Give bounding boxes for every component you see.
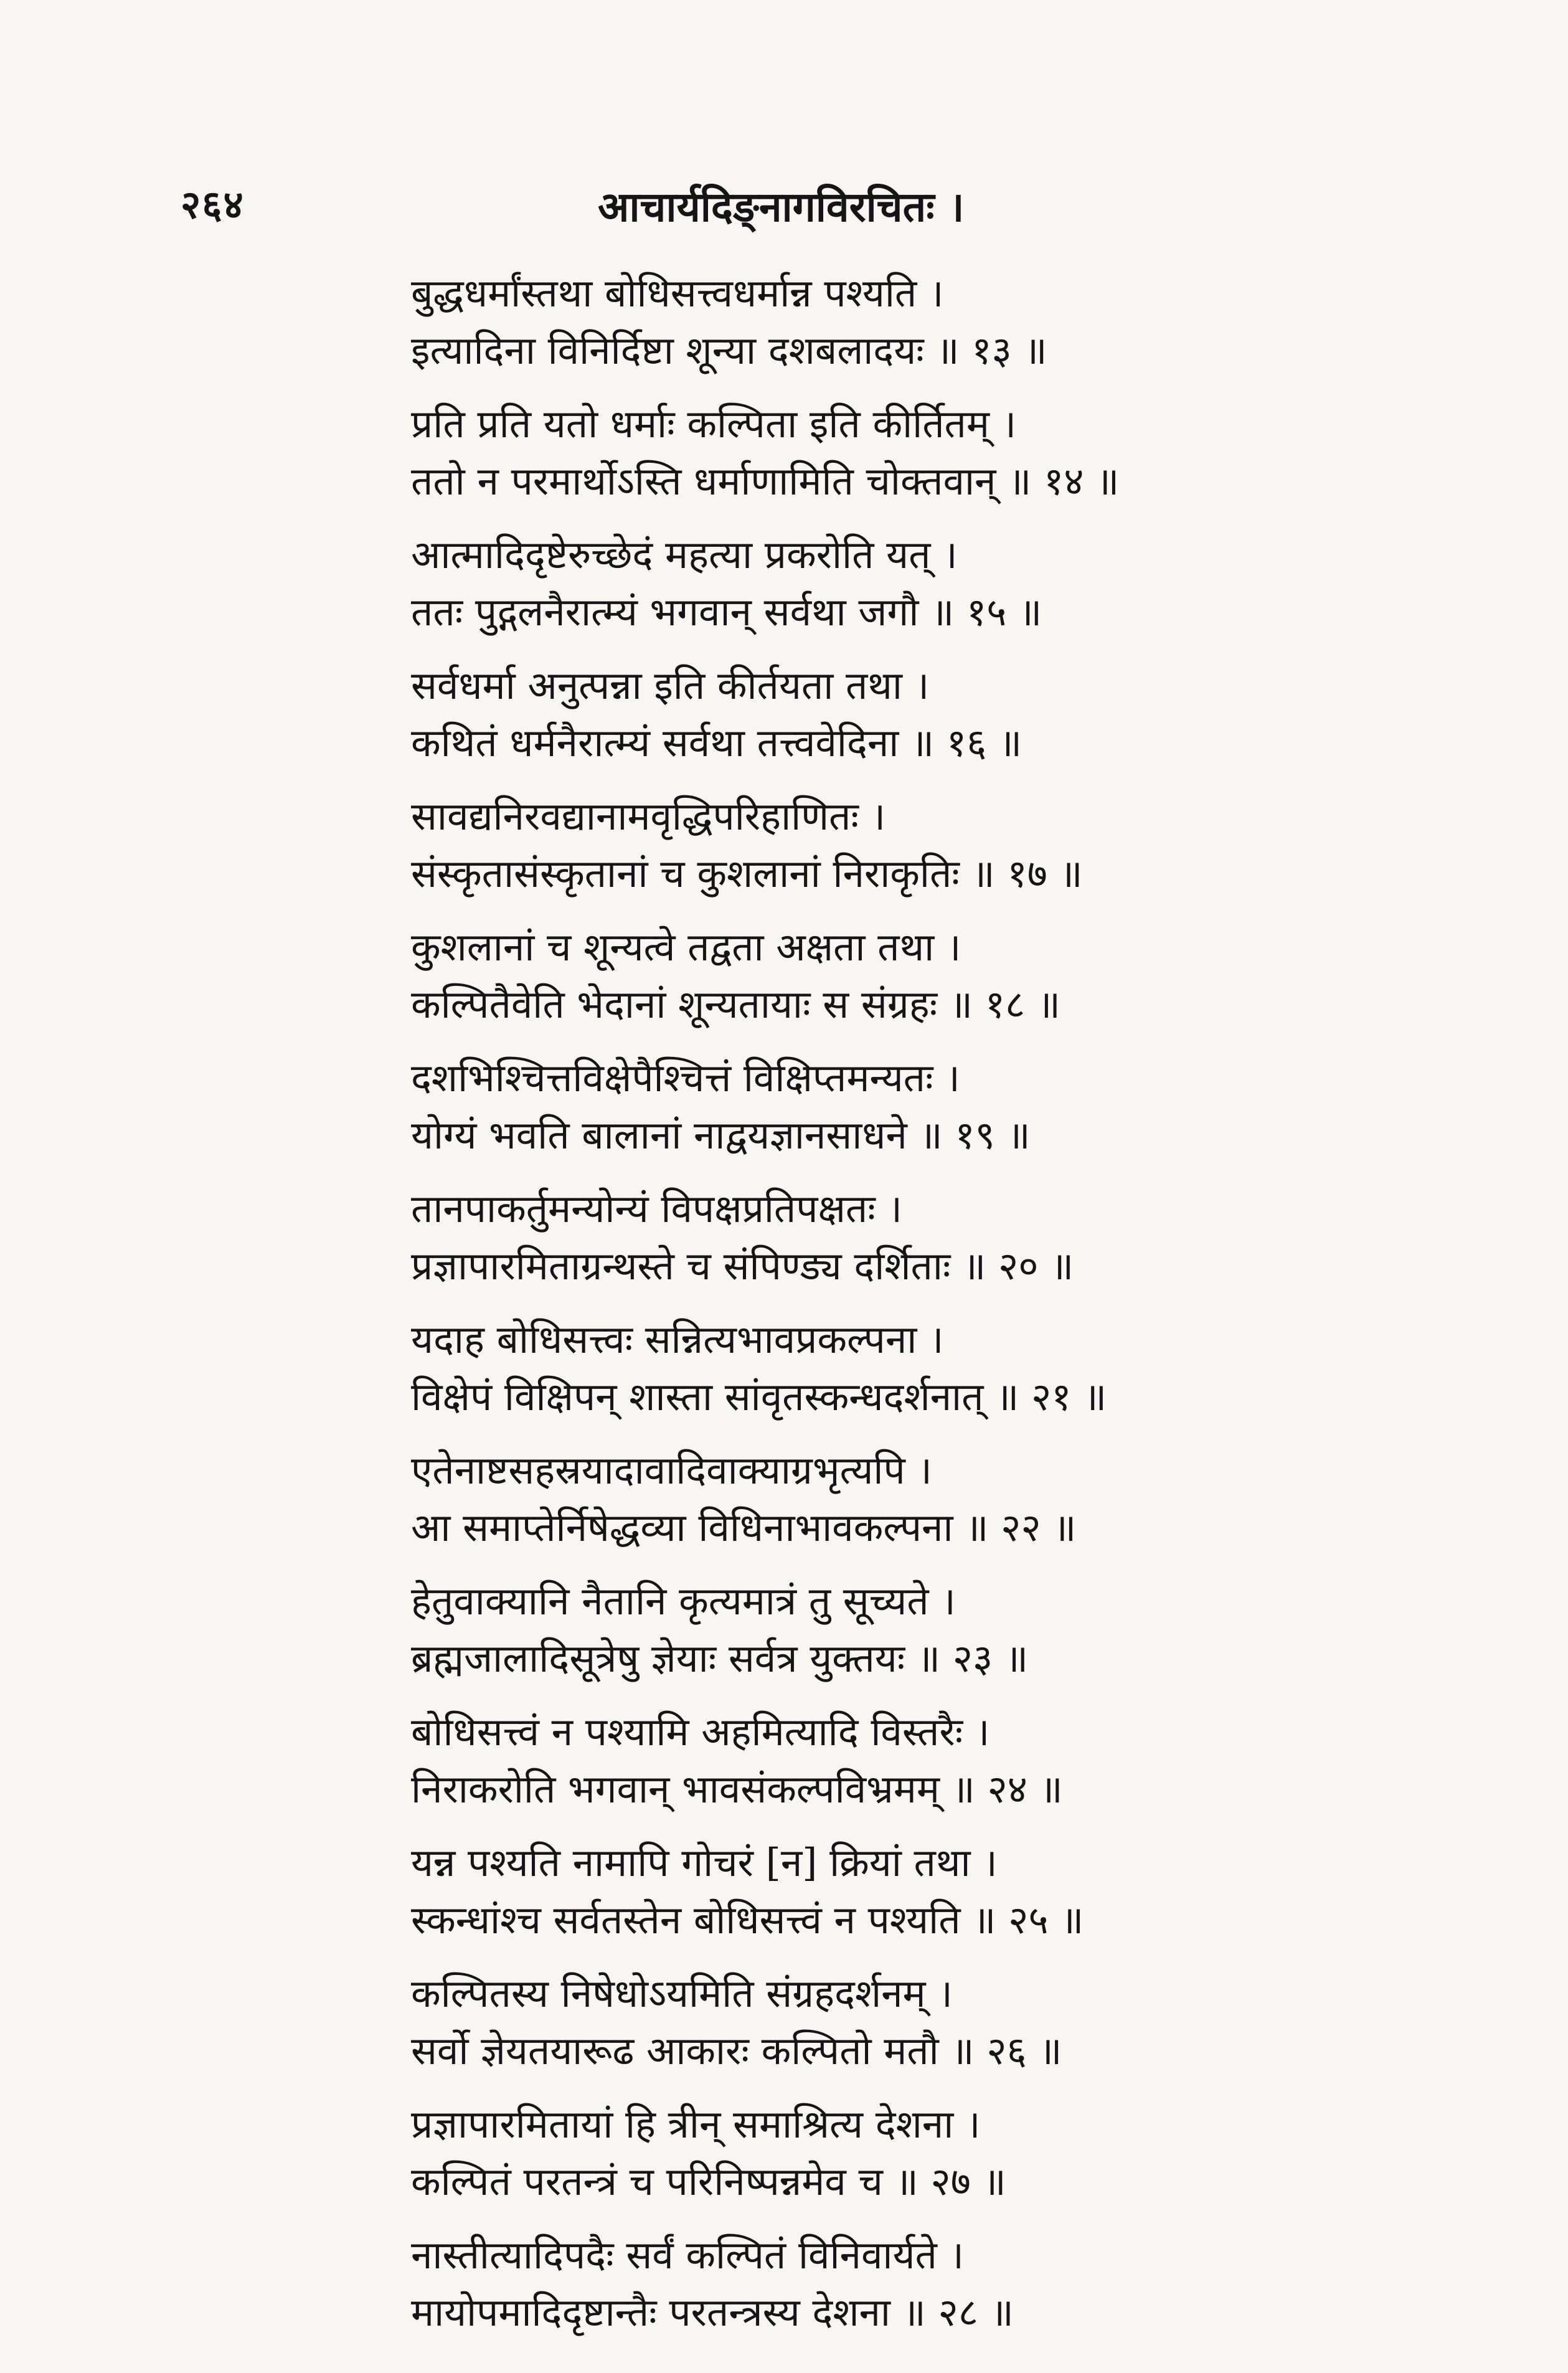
verse-line: यन्न पश्यति नामापि गोचरं [न] क्रियां तथा । xyxy=(411,1840,998,1885)
verse-line: सर्वो ज्ञेयतयारूढ आकारः कल्पितो मतौ ॥ २६ ॥ xyxy=(411,2028,1062,2073)
verse-line: विक्षेपं विक्षिपन् शास्ता सांवृतस्कन्धदर्शनात् ॥ २१ ॥ xyxy=(411,1374,1107,1419)
verse-20 xyxy=(411,1180,1432,1295)
verse-line: कल्पितं परतन्त्रं च परिनिष्पन्नमेव च ॥ २७ ॥ xyxy=(411,2159,1006,2204)
verse-line: तानपाकर्तुमन्योन्यं विपक्षप्रतिपक्षतः । xyxy=(411,1186,902,1231)
verse-line: बोधिसत्त्वं न पश्यामि अहमित्यादि विस्तरैः । xyxy=(411,1709,990,1755)
verse-line: सर्वधर्मा अनुत्पन्ना इति कीर्तयता तथा । xyxy=(411,663,930,708)
verse-line: कल्पितस्य निषेधोऽयमिति संग्रहदर्शनम् । xyxy=(411,1971,953,2016)
verse-line: ततः पुद्गलनैरात्म्यं भगवान् सर्वथा जगौ ॥ १५ ॥ xyxy=(411,589,1042,635)
verse-line: प्रति प्रति यतो धर्माः कल्पिता इति कीर्तितम् । xyxy=(411,401,1017,447)
verse-28 xyxy=(411,2227,1432,2341)
verse-13 xyxy=(411,265,1432,379)
verse-line: कथितं धर्मनैरात्म्यं सर्वथा तत्त्ववेदिना ॥ १६ ॥ xyxy=(411,720,1023,765)
verse-24 xyxy=(411,1703,1432,1818)
verse-block xyxy=(411,265,1432,2357)
verse-line: बुद्धधर्मांस्तथा बोधिसत्त्वधर्मान्न पश्यति । xyxy=(411,270,944,316)
verse-22 xyxy=(411,1442,1432,1556)
verse-line: आत्मादिदृष्टेरुच्छेदं महत्या प्रकरोति यत् । xyxy=(411,532,958,577)
verse-line: हेतुवाक्यानि नैतानि कृत्यमात्रं तु सूच्यते । xyxy=(411,1578,956,1624)
verse-line: प्रज्ञापारमिताग्रन्थस्ते च संपिण्ड्य दर्शिताः ॥ २० ॥ xyxy=(411,1243,1074,1289)
verse-19 xyxy=(411,1049,1432,1164)
verse-line: सावद्यनिरवद्यानामवृद्धिपरिहाणितः । xyxy=(411,793,886,839)
verse-line: कुशलानां च शून्यत्वे तद्वता अक्षता तथा । xyxy=(411,924,961,970)
verse-line: योग्यं भवति बालानां नाद्वयज्ञानसाधने ॥ १९ ॥ xyxy=(411,1112,1031,1158)
verse-26 xyxy=(411,1965,1432,2080)
verse-line: संस्कृतासंस्कृतानां च कुशलानां निराकृतिः ॥ १७ ॥ xyxy=(411,851,1083,896)
verse-line: इत्यादिना विनिर्दिष्टा शून्या दशबलादयः ॥ १३ ॥ xyxy=(411,328,1047,373)
verse-25 xyxy=(411,1834,1432,1949)
verse-line: मायोपमादिदृष्टान्तैः परतन्त्रस्य देशना ॥ २८ ॥ xyxy=(411,2290,1014,2335)
running-title: आचार्यदिङ्नागविरचितः । xyxy=(598,182,965,231)
verse-line: दशभिश्चित्तविक्षेपैश्चित्तं विक्षिप्तमन्यतः । xyxy=(411,1055,960,1101)
verse-line: एतेनाष्टसहस्रयादावादिवाक्याग्रभृत्यपि । xyxy=(411,1447,932,1493)
verse-17 xyxy=(411,788,1432,902)
verse-18 xyxy=(411,919,1432,1033)
verse-line: कल्पितैवेति भेदानां शून्यतायाः स संग्रहः ॥ १८ ॥ xyxy=(411,982,1061,1027)
verse-line: निराकरोति भगवान् भावसंकल्पविभ्रमम् ॥ २४ ॥ xyxy=(411,1766,1063,1812)
verse-line: ब्रह्मजालादिसूत्रेषु ज्ञेयाः सर्वत्र युक्तयः ॥ २३ ॥ xyxy=(411,1636,1029,1681)
verse-line: ततो न परमार्थोऽस्ति धर्माणामिति चोक्तवान् ॥ १४ ॥ xyxy=(411,458,1120,504)
verse-line: यदाह बोधिसत्त्वः सन्नित्यभावप्रकल्पना । xyxy=(411,1317,944,1362)
verse-line: स्कन्धांश्च सर्वतस्तेन बोधिसत्त्वं न पश्यति ॥ २५ ॥ xyxy=(411,1897,1084,1943)
verse-15 xyxy=(411,526,1432,641)
page-header xyxy=(0,178,1568,234)
verse-14 xyxy=(411,396,1432,510)
verse-line: आ समाप्तेर्निषेद्धव्या विधिनाभावकल्पना ॥ २२ ॥ xyxy=(411,1505,1077,1550)
verse-23 xyxy=(411,1573,1432,1687)
verse-16 xyxy=(411,657,1432,772)
verse-line: प्रज्ञापारमितायां हि त्रीन् समाश्रित्य देशना । xyxy=(411,2101,981,2147)
verse-27 xyxy=(411,2096,1432,2210)
page-number: २६४ xyxy=(181,182,245,227)
verse-21 xyxy=(411,1311,1432,1426)
verse-line: नास्तीत्यादिपदैः सर्वं कल्पितं विनिवार्यते । xyxy=(411,2232,964,2278)
